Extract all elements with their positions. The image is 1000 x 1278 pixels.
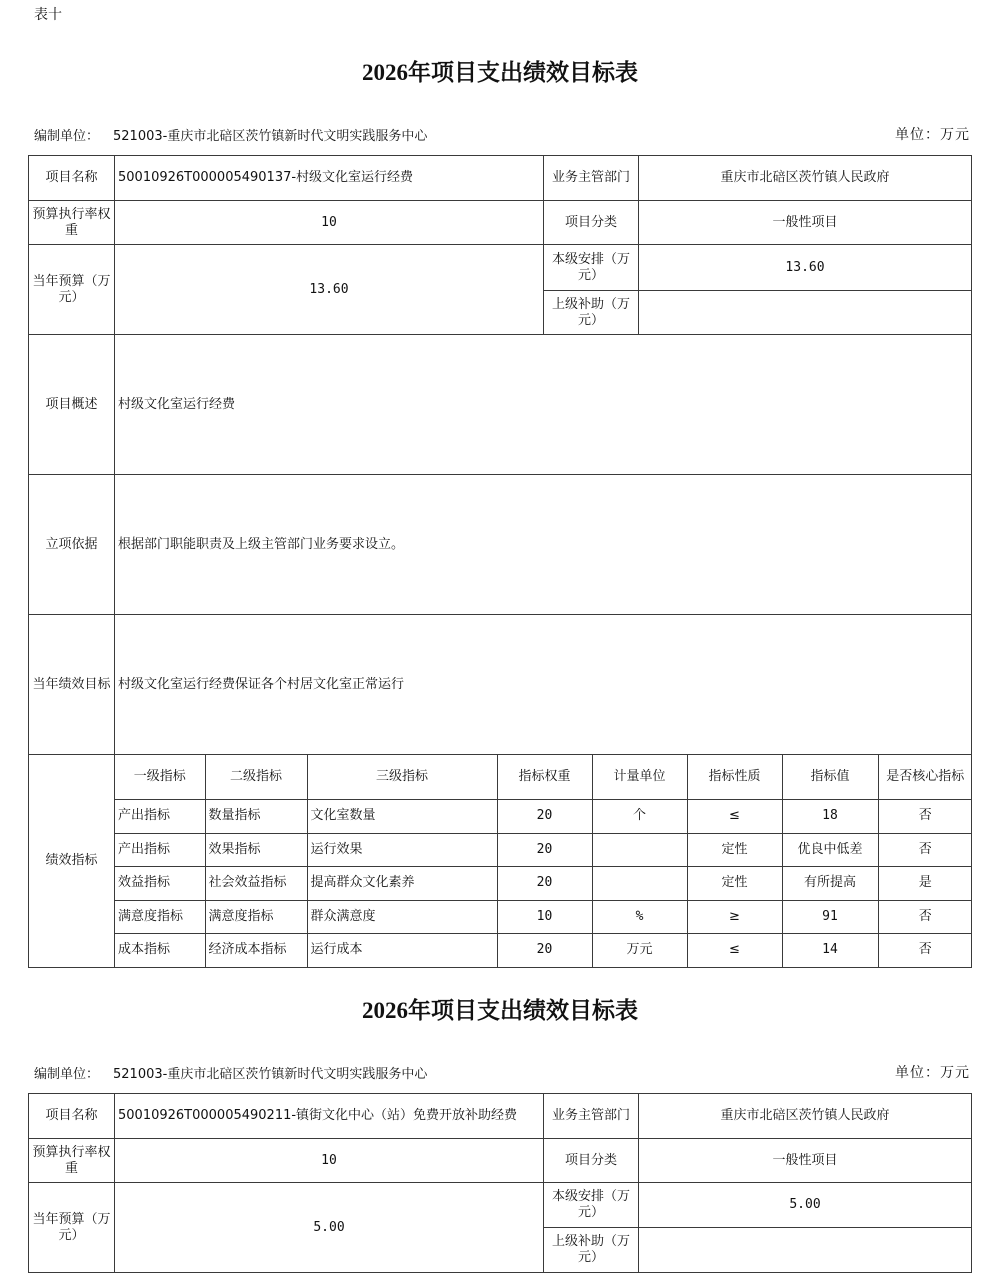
level2: 满意度指标 [205, 900, 307, 933]
header-cell: 指标权重 [497, 755, 592, 799]
level1: 产出指标 [115, 833, 205, 866]
level3: 文化室数量 [307, 799, 497, 833]
overview-value: 村级文化室运行经费 [115, 335, 972, 475]
dept-value: 重庆市北碚区茨竹镇人民政府 [639, 1094, 972, 1139]
target-value: 91 [782, 900, 878, 933]
header-cell: 二级指标 [205, 755, 307, 799]
category-label: 项目分类 [544, 1139, 639, 1183]
indicator-row [115, 866, 972, 900]
unit [592, 833, 687, 866]
budget-value: 13.60 [115, 245, 544, 335]
target-value: 14 [782, 933, 878, 967]
header-cell: 一级指标 [115, 755, 205, 799]
page-label: 表十 [34, 7, 62, 23]
project-name-label: 项目名称 [29, 156, 115, 201]
overview-label: 项目概述 [29, 335, 115, 475]
weight-label: 预算执行率权重 [29, 1139, 115, 1183]
is-core: 否 [878, 900, 972, 933]
weight-value: 10 [115, 201, 544, 245]
level1: 效益指标 [115, 866, 205, 900]
project-name-label: 项目名称 [29, 1094, 115, 1139]
weight: 20 [497, 933, 592, 967]
header-cell: 指标性质 [687, 755, 782, 799]
indicators-label: 绩效指标 [29, 755, 115, 968]
indicator-header-row [115, 755, 972, 799]
unit-value: 521003-重庆市北碚区茨竹镇新时代文明实践服务中心 [113, 129, 428, 144]
is-core: 是 [878, 866, 972, 900]
local-label: 本级安排（万元） [544, 1183, 639, 1228]
goal-label: 当年绩效目标 [29, 615, 115, 755]
level1: 产出指标 [115, 799, 205, 833]
indicator-row [115, 833, 972, 866]
is-core: 否 [878, 833, 972, 866]
performance-table [28, 1093, 972, 1273]
target-value: 优良中低差 [782, 833, 878, 866]
weight-label: 预算执行率权重 [29, 201, 115, 245]
unit: 个 [592, 799, 687, 833]
target-value: 18 [782, 799, 878, 833]
level3: 运行成本 [307, 933, 497, 967]
indicator-row [115, 933, 972, 967]
upper-value [639, 291, 972, 335]
level1: 成本指标 [115, 933, 205, 967]
budget-label: 当年预算（万元） [29, 245, 115, 335]
unit-value: 521003-重庆市北碚区茨竹镇新时代文明实践服务中心 [113, 1067, 428, 1082]
project-name-value: 50010926T000005490137-村级文化室运行经费 [115, 156, 544, 201]
table-title: 2026年项目支出绩效目标表 [362, 60, 638, 85]
nature: ≤ [687, 933, 782, 967]
category-value: 一般性项目 [639, 201, 972, 245]
indicator-row [115, 900, 972, 933]
weight: 20 [497, 866, 592, 900]
local-label: 本级安排（万元） [544, 245, 639, 291]
local-value: 5.00 [639, 1183, 972, 1228]
unit [592, 866, 687, 900]
header-cell: 三级指标 [307, 755, 497, 799]
table-title: 2026年项目支出绩效目标表 [362, 998, 638, 1023]
basis-value: 根据部门职能职责及上级主管部门业务要求设立。 [115, 475, 972, 615]
level3: 群众满意度 [307, 900, 497, 933]
level2: 效果指标 [205, 833, 307, 866]
level2: 数量指标 [205, 799, 307, 833]
basis-label: 立项依据 [29, 475, 115, 615]
currency-label: 单位：万元 [895, 1065, 970, 1081]
level2: 经济成本指标 [205, 933, 307, 967]
indicator-row [115, 799, 972, 833]
budget-value: 5.00 [115, 1183, 544, 1273]
project-name-value: 50010926T000005490211-镇街文化中心（站）免费开放补助经费 [115, 1094, 544, 1139]
is-core: 否 [878, 933, 972, 967]
is-core: 否 [878, 799, 972, 833]
unit-line [34, 1063, 427, 1082]
indicators-cell [115, 755, 972, 968]
level3: 运行效果 [307, 833, 497, 866]
nature: 定性 [687, 833, 782, 866]
upper-value [639, 1228, 972, 1273]
upper-label: 上级补助（万元） [544, 291, 639, 335]
upper-label: 上级补助（万元） [544, 1228, 639, 1273]
header-cell: 计量单位 [592, 755, 687, 799]
nature: ≥ [687, 900, 782, 933]
currency-label: 单位：万元 [895, 127, 970, 143]
weight: 20 [497, 833, 592, 866]
indicators-table [115, 755, 972, 967]
dept-label: 业务主管部门 [544, 1094, 639, 1139]
weight: 20 [497, 799, 592, 833]
weight-value: 10 [115, 1139, 544, 1183]
local-value: 13.60 [639, 245, 972, 291]
category-label: 项目分类 [544, 201, 639, 245]
budget-label: 当年预算（万元） [29, 1183, 115, 1273]
unit-label: 编制单位： [34, 129, 100, 144]
goal-value: 村级文化室运行经费保证各个村居文化室正常运行 [115, 615, 972, 755]
header-cell: 指标值 [782, 755, 878, 799]
unit: 万元 [592, 933, 687, 967]
level2: 社会效益指标 [205, 866, 307, 900]
level1: 满意度指标 [115, 900, 205, 933]
unit-line [34, 125, 427, 144]
nature: ≤ [687, 799, 782, 833]
header-cell: 是否核心指标 [878, 755, 972, 799]
dept-label: 业务主管部门 [544, 156, 639, 201]
performance-table [28, 155, 972, 968]
category-value: 一般性项目 [639, 1139, 972, 1183]
unit: % [592, 900, 687, 933]
dept-value: 重庆市北碚区茨竹镇人民政府 [639, 156, 972, 201]
level3: 提高群众文化素养 [307, 866, 497, 900]
nature: 定性 [687, 866, 782, 900]
unit-label: 编制单位： [34, 1067, 100, 1082]
target-value: 有所提高 [782, 866, 878, 900]
weight: 10 [497, 900, 592, 933]
